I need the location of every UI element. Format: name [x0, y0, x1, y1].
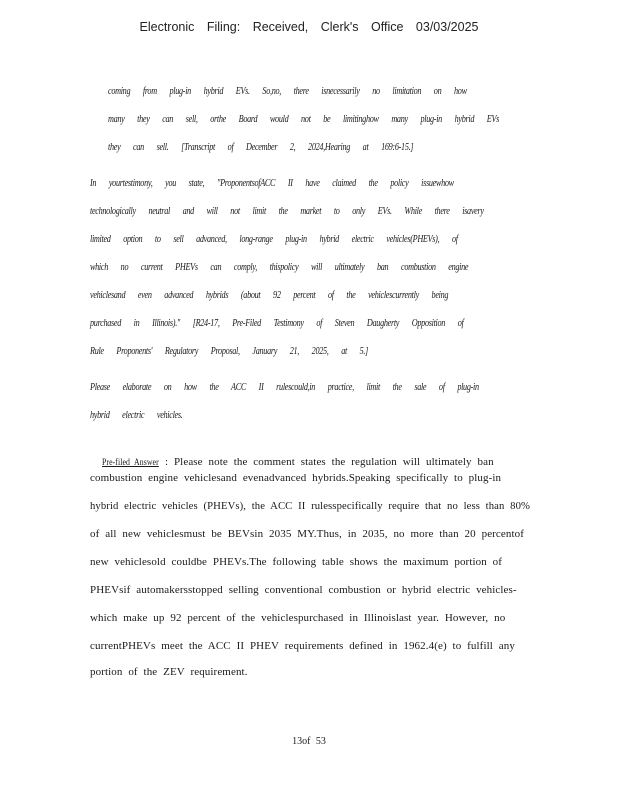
testimony-line: Rule Proponents' Regulatory Proposal, January 21, 2025, at 5.]	[90, 346, 368, 357]
page-number: 13of 53	[292, 736, 326, 747]
answer-line: which make up 92 percent of the vehiclespurchased in Illinoislast year. However, no	[90, 612, 506, 624]
answer-line: hybrid electric vehicles (PHEVs), the ACC II rulesspecifically require that no less than 80%	[90, 500, 530, 512]
quote-line: coming from plug-in hybrid EVs. So,no, there isnecessarily no limitation on how	[108, 86, 467, 97]
answer-label: Pre-filed Answer	[101, 458, 159, 468]
answer-first-line	[90, 444, 494, 468]
answer-line: currentPHEVs meet the ACC II PHEV requirements defined in 1962.4(e) to fulfill any	[90, 640, 515, 652]
quote-line: many they can sell, orthe Board would not be limitinghow many plug-in hybrid EVs	[108, 114, 500, 125]
question-line: Please elaborate on how the ACC II rulescould,in practice, limit the sale of plug-in	[90, 382, 479, 393]
testimony-line: technologically neutral and will not limit the market to only EVs. While there isavery	[90, 206, 484, 217]
question-line: hybrid electric vehicles.	[90, 410, 183, 421]
answer-line: combustion engine vehiclesand evenadvanced hybrids.Speaking specifically to plug-in	[90, 472, 502, 484]
quote-line: they can sell. [Transcript of December 2, 2024,Hearing at 169:6-15.]	[108, 142, 414, 153]
testimony-line: which no current PHEVs can comply, thispolicy will ultimately ban combustion engine	[90, 262, 469, 273]
filing-header: Electronic Filing: Received, Clerk's Office 03/03/2025	[139, 20, 479, 34]
answer-line: portion of the ZEV requirement.	[90, 666, 248, 678]
testimony-line: vehiclesand even advanced hybrids (about 92 percent of the vehiclescurrently being	[90, 290, 449, 301]
answer-first-line-text: : Please note the comment states the regulation will ultimately ban	[164, 456, 494, 468]
testimony-line: In yourtestimony, you state, "ProponentsofACC II have claimed the policy issuewhow	[90, 178, 454, 189]
answer-line: PHEVsif automakersstopped selling conventional combustion or hybrid electric vehicles-	[90, 584, 517, 596]
answer-line: of all new vehiclesmust be BEVsin 2035 MY.Thus, in 2035, no more than 20 percentof	[90, 528, 525, 540]
testimony-line: limited option to sell advanced, long-range plug-in hybrid electric vehicles(PHEVs), of	[90, 234, 458, 245]
answer-line: new vehiclesold couldbe PHEVs.The following table shows the maximum portion of	[90, 556, 503, 568]
testimony-line: purchased in Illinois)." [R24-17, Pre-Filed Testimony of Steven Daugherty Opposition of	[90, 318, 464, 329]
